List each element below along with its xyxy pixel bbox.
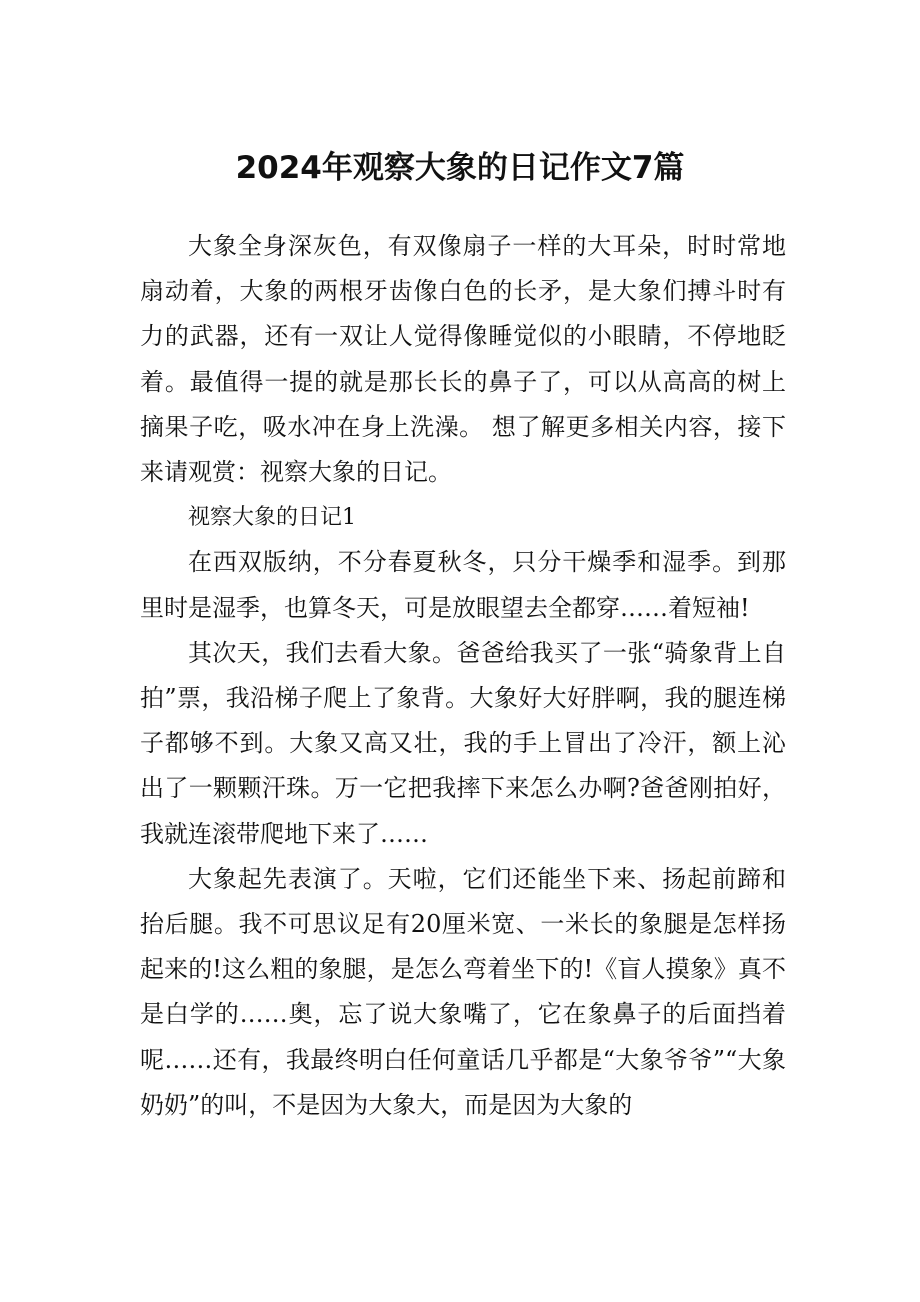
section-heading-diary-1: 视察大象的日记1 [188,505,356,531]
paragraph-elephant-show: 大象起先表演了。天啦，它们还能坐下来、扬起前蹄和抬后腿。我不可思议足有20厘米宽、一米长的象腿是怎样扬起来的!这么粗的象腿，是怎么弯着坐下的!《盲人摸象》真不是白学的……奥，忘了说大象嘴了，它在象鼻子的后面挡着呢……还有，我最终明白任何童话几乎都是“大象爷爷”“大象奶奶”的叫，不是因为大象大，而是因为大象的 [140,864,786,1119]
document-body [140,224,786,1128]
paragraph-elephant-ride: 其次天，我们去看大象。爸爸给我买了一张“骑象背上自拍”票，我沿梯子爬上了象背。大象好大好胖啊，我的腿连梯子都够不到。大象又高又壮，我的手上冒出了冷汗，额上沁出了一颗颗汗珠。万一它把我摔下来怎么办啊?爸爸刚拍好，我就连滚带爬地下来了…… [140,638,786,848]
paragraph-xishuangbanna: 在西双版纳，不分春夏秋冬，只分干燥季和湿季。到那里时是湿季，也算冬天，可是放眼望去全都穿……着短袖! [140,548,786,622]
paragraph-intro: 大象全身深灰色，有双像扇子一样的大耳朵，时时常地扇动着，大象的两根牙齿像白色的长矛，是大象们搏斗时有力的武器，还有一双让人觉得像睡觉似的小眼睛，不停地眨着。最值得一提的就是那长长的鼻子了，可以从高高的树上摘果子吃，吸水冲在身上洗澡。 想了解更多相关内容，接下来请观赏：视察大象的日记。 [140,232,786,487]
document-title: 2024年观察大象的日记作文7篇 [235,150,685,186]
